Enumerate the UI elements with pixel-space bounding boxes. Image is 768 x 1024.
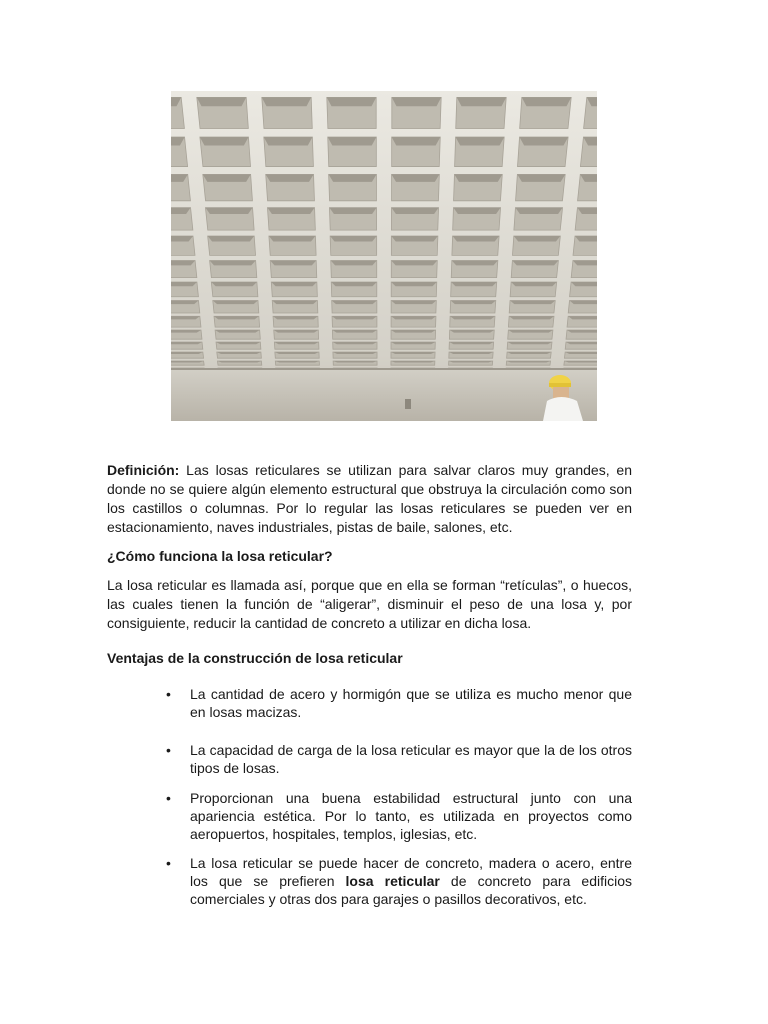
advantages-heading: Ventajas de la construcción de losa reticular [107,650,403,666]
coffer-shadow [329,208,376,214]
coffer-shadow [450,330,495,333]
coffer-shadow [391,236,438,242]
coffer-shadow [203,174,251,181]
coffer-shadow [508,342,552,344]
list-item-text: Proporcionan una buena estabilidad estructural junto con una apariencia estética. Por lo tanto, es utilizada en proyectos como aeropuertos, hospitales, templos, iglesias, etc. [190,790,632,842]
item4-bold: losa reticular [345,873,440,889]
list-item [166,741,632,777]
coffer-shadow [275,352,319,354]
coffer-shadow [171,301,198,305]
coffer-shadow [451,282,497,286]
item4-pre: La losa reticular se puede hacer de concreto, madera o acero, entre los que se prefieren [190,855,632,889]
coffer-shadow [392,137,441,145]
item4-post: de concreto para edificios comerciales y otras dos para garajes o pasillos decorativos, etc. [190,873,632,907]
coffer-shadow [217,361,261,363]
coffer-shadow [392,97,441,106]
coffer-shadow [272,301,317,305]
coffer-shadow [522,97,571,106]
coffer-shadow [514,236,561,242]
bullet: • [166,686,171,702]
coffer-shadow [333,342,377,344]
coffer-shadow [391,316,436,319]
coffer-shadow [213,301,258,305]
coffer-shadow [391,352,435,354]
coffer-shadow [214,316,259,319]
list-item [166,685,632,721]
coffer-shadow [391,301,436,305]
coffer-shadow [391,342,435,344]
list-item [166,854,632,908]
coffer-shadow [270,261,316,266]
coffer-shadow [171,352,203,354]
coffer-shadow [269,236,316,242]
coffer-shadow [171,342,202,344]
bullet: • [166,790,171,806]
bullet: • [166,742,171,758]
coffer-shadow [451,301,496,305]
coffer-shadow [508,330,553,333]
coffer-shadow [197,97,246,106]
coffer-shadow [457,97,506,106]
coffer-shadow [332,330,377,333]
coffer-shadow [171,361,204,363]
coffer-shadow [171,282,197,286]
coffer-shadow [267,208,314,214]
coffer-shadow [568,316,597,319]
coffer-shadow [274,330,319,333]
how-it-works-paragraph: La losa reticular es llamada así, porque que en ella se forman “retículas”, o huecos, las cuales tienen la función de “aligerar”, disminuir el peso de una losa y, por consiguiente, reducir la cantidad de concreto a utilizar en dicha losa. [107,577,632,631]
coffer-shadow [520,137,569,145]
coffer-shadow [273,316,318,319]
coffer-shadow [210,261,256,266]
coffer-shadow [510,301,555,305]
coffer-shadow [327,97,376,106]
coffer-shadow [507,361,551,363]
coffer-shadow [450,316,495,319]
coffer-shadow [564,361,597,363]
coffer-shadow [391,361,435,363]
coffer-shadow [215,330,260,333]
coffer-shadow [332,301,377,305]
coffer-shadow [511,282,557,286]
coffer-shadow [266,174,314,181]
coffer-shadow [512,261,558,266]
coffer-shadow [328,137,377,145]
list-item-text: La cantidad de acero y hormigón que se utiliza es mucho menor que en losas macizas. [190,686,632,720]
coffer-shadow [567,330,597,333]
coffer-shadow [211,282,257,286]
coffer-shadow [275,361,319,363]
coffer-shadow [456,137,505,145]
coffer-shadow [332,316,377,319]
coffer-shadow [391,282,437,286]
how-it-works-heading: ¿Cómo funciona la losa reticular? [107,548,333,564]
list-item-text [190,854,632,908]
coffer-shadow [449,352,493,354]
coffer-shadow [264,137,313,145]
coffer-shadow [330,236,377,242]
coffer-shadow [449,342,493,344]
coffer-shadow [333,352,377,354]
coffer-shadow [271,282,317,286]
coffer-shadow [391,330,436,333]
waffle-slab-photo [171,91,597,421]
coffer-shadow [217,352,261,354]
coffer-shadow [329,174,377,181]
coffer-shadow [453,236,500,242]
definition-text: Las losas reticulares se utilizan para salvar claros muy grandes, en donde no se quiere algún elemento estructural que obstruya la circulación como son los castillos o columnas. Por lo regular las losas reticulares se pueden ver en estacionamiento, naves industriales, pistas de baile, salones, etc. [107,462,632,535]
coffer-shadow [171,316,200,319]
coffer-shadow [171,330,201,333]
coffer-shadow [570,301,597,305]
coffer-shadow [453,208,500,214]
coffer-shadow [452,261,498,266]
coffer-shadow [571,282,597,286]
coffer-shadow [566,342,597,344]
coffer-shadow [205,208,252,214]
coffer-shadow [331,282,377,286]
coffer-shadow [565,352,597,354]
coffer-shadow [449,361,493,363]
coffer-shadow [454,174,502,181]
definition-paragraph [107,461,632,537]
coffer-shadow [331,261,377,266]
coffer-shadow [391,261,437,266]
coffer-shadow [200,137,249,145]
list-item [166,789,632,843]
coffer-shadow [216,342,260,344]
coffer-shadow [262,97,311,106]
coffer-shadow [274,342,318,344]
definition-label: Definición: [107,462,180,478]
coffer-shadow [208,236,255,242]
coffer-shadow [333,361,377,363]
coffer-shadow [507,352,551,354]
list-item-text: La capacidad de carga de la losa reticular es mayor que la de los otros tipos de losas. [190,742,632,776]
coffer-shadow [517,174,565,181]
bullet: • [166,855,171,871]
coffer-shadow [509,316,554,319]
coffer-shadow [515,208,562,214]
coffer-shadow [391,208,438,214]
coffer-shadow [392,174,440,181]
